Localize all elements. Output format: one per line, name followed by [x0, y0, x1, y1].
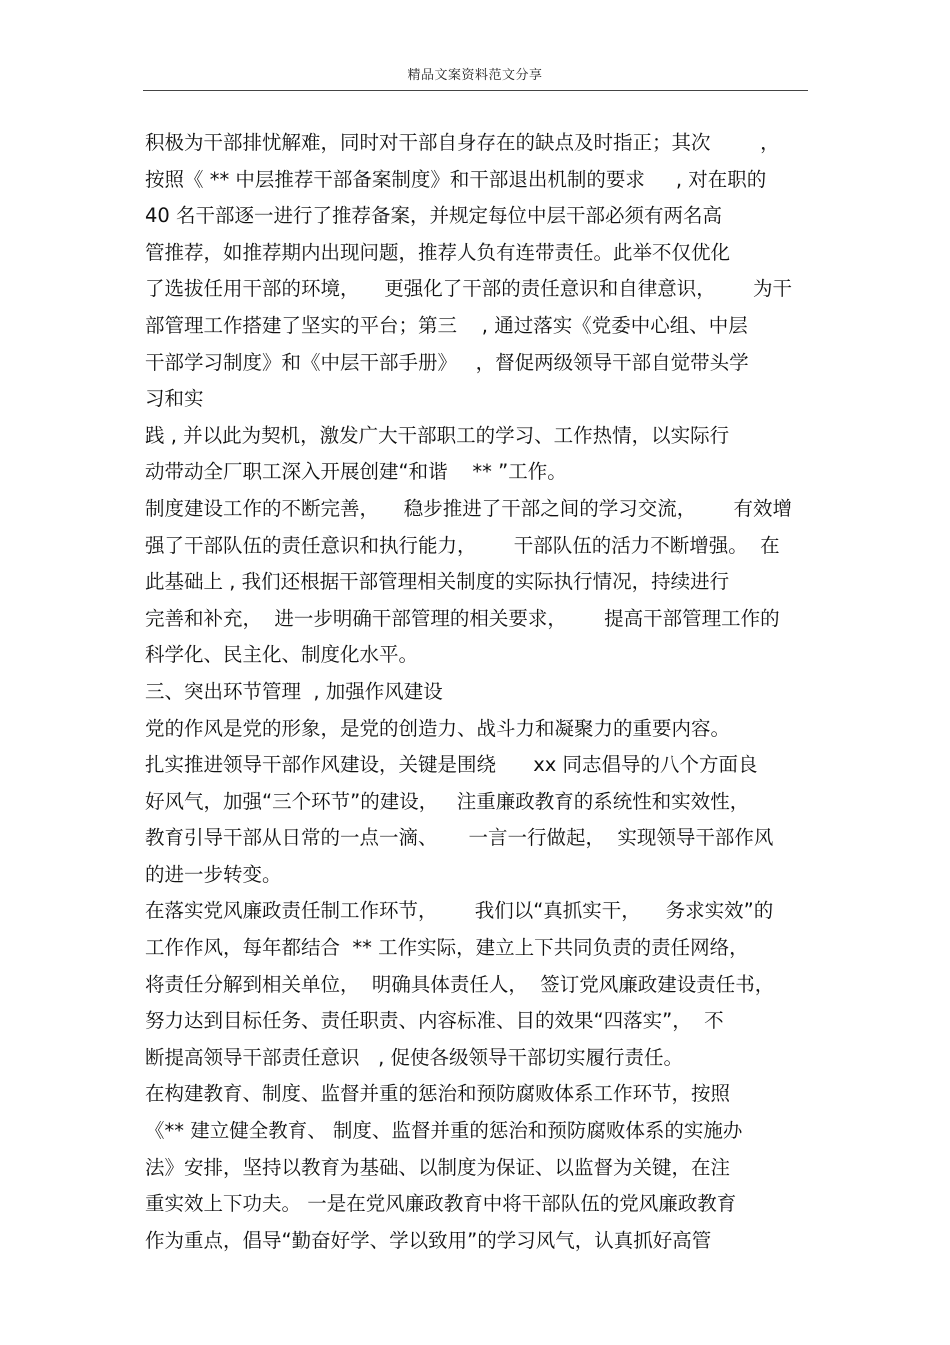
text-line: 习和实 [145, 387, 204, 411]
text-line: 重实效上下功夫。 一是在党风廉政教育中将干部队伍的党风廉政教育 [145, 1192, 737, 1216]
text-line: 科学化、民主化、制度化水平。 [145, 643, 419, 667]
text-line: 断提高领导干部责任意识 , 促使各级领导干部切实履行责任。 [145, 1045, 683, 1069]
text-line: 党的作风是党的形象，是党的创造力、战斗力和凝聚力的重要内容。 [145, 716, 731, 740]
text-line: 作为重点，倡导“勤奋好学、学以致用”的学习风气，认真抓好高管 [145, 1228, 712, 1252]
text-line: 法》安排，坚持以教育为基础、以制度为保证、以监督为关键，在注 [145, 1155, 731, 1179]
text-line: 部管理工作搭建了坚实的平台；第三 , 通过落实《党委中心组、中层 [145, 313, 748, 337]
text-line: 在落实党风廉政责任制工作环节， 我们以“真抓实干， 务求实效”的 [145, 899, 774, 923]
text-line: 管推荐，如推荐期内出现问题，推荐人负有连带责任。此举不仅优化 [145, 240, 731, 264]
text-line: 干部学习制度》和《中层干部手册》 ，督促两级领导干部自觉带头学 [145, 350, 749, 374]
text-line: 将责任分解到相关单位， 明确具体责任人， 签订党风廉政建设责任书， [145, 972, 775, 996]
text-line: 在构建教育、制度、监督并重的惩治和预防腐败体系工作环节，按照 [145, 1082, 731, 1106]
text-line: 完善和补充， 进一步明确干部管理的相关要求， 提高干部管理工作的 [145, 606, 780, 630]
text-line: 积极为干部排忧解难，同时对干部自身存在的缺点及时指正；其次 ， [145, 131, 780, 154]
text-line: 努力达到目标任务、责任职责、内容标准、目的效果“四落实”， 不 [145, 1009, 724, 1033]
text-line: 好风气，加强“三个环节”的建设， 注重廉政教育的系统性和实效性， [145, 789, 750, 813]
text-line: 强了干部队伍的责任意识和执行能力， 干部队伍的活力不断增强。 在 [145, 533, 780, 557]
body-text [145, 125, 815, 1259]
text-line: 扎实推进领导干部作风建设，关键是围绕 xx 同志倡导的八个方面良 [145, 753, 758, 777]
text-line: 《** 建立健全教育、 制度、监督并重的惩治和预防腐败体系的实施办 [145, 1119, 743, 1143]
text-line: 教育引导干部从日常的一点一滴、 一言一行做起， 实现领导干部作风 [145, 826, 774, 850]
text-line: 制度建设工作的不断完善， 稳步推进了干部之间的学习交流， 有效增 [145, 496, 792, 520]
text-line: 的进一步转变。 [145, 862, 282, 886]
text-line: 三、突出环节管理 , 加强作风建设 [145, 679, 443, 703]
page-header-title: 精品文案资料范文分享 [407, 68, 543, 83]
text-line: 工作作风，每年都结合 ** 工作实际，建立上下共同负责的责任网络， [145, 936, 749, 960]
text-line: 此基础上 , 我们还根据干部管理相关制度的实际执行情况，持续进行 [145, 570, 730, 594]
text-line: 40 名干部逐一进行了推荐备案，并规定每位中层干部必须有两名高 [145, 204, 723, 228]
text-line: 践 , 并以此为契机，激发广大干部职工的学习、工作热情，以实际行 [145, 423, 730, 447]
text-line: 按照《 ** 中层推荐干部备案制度》和干部退出机制的要求 , 对在职的 [145, 167, 767, 191]
text-line: 了选拔任用干部的环境， 更强化了干部的责任意识和自律意识， 为干 [145, 277, 792, 301]
header-divider [143, 90, 808, 91]
text-line: 动带动全厂职工深入开展创建“和谐 ** ”工作。 [145, 460, 567, 484]
